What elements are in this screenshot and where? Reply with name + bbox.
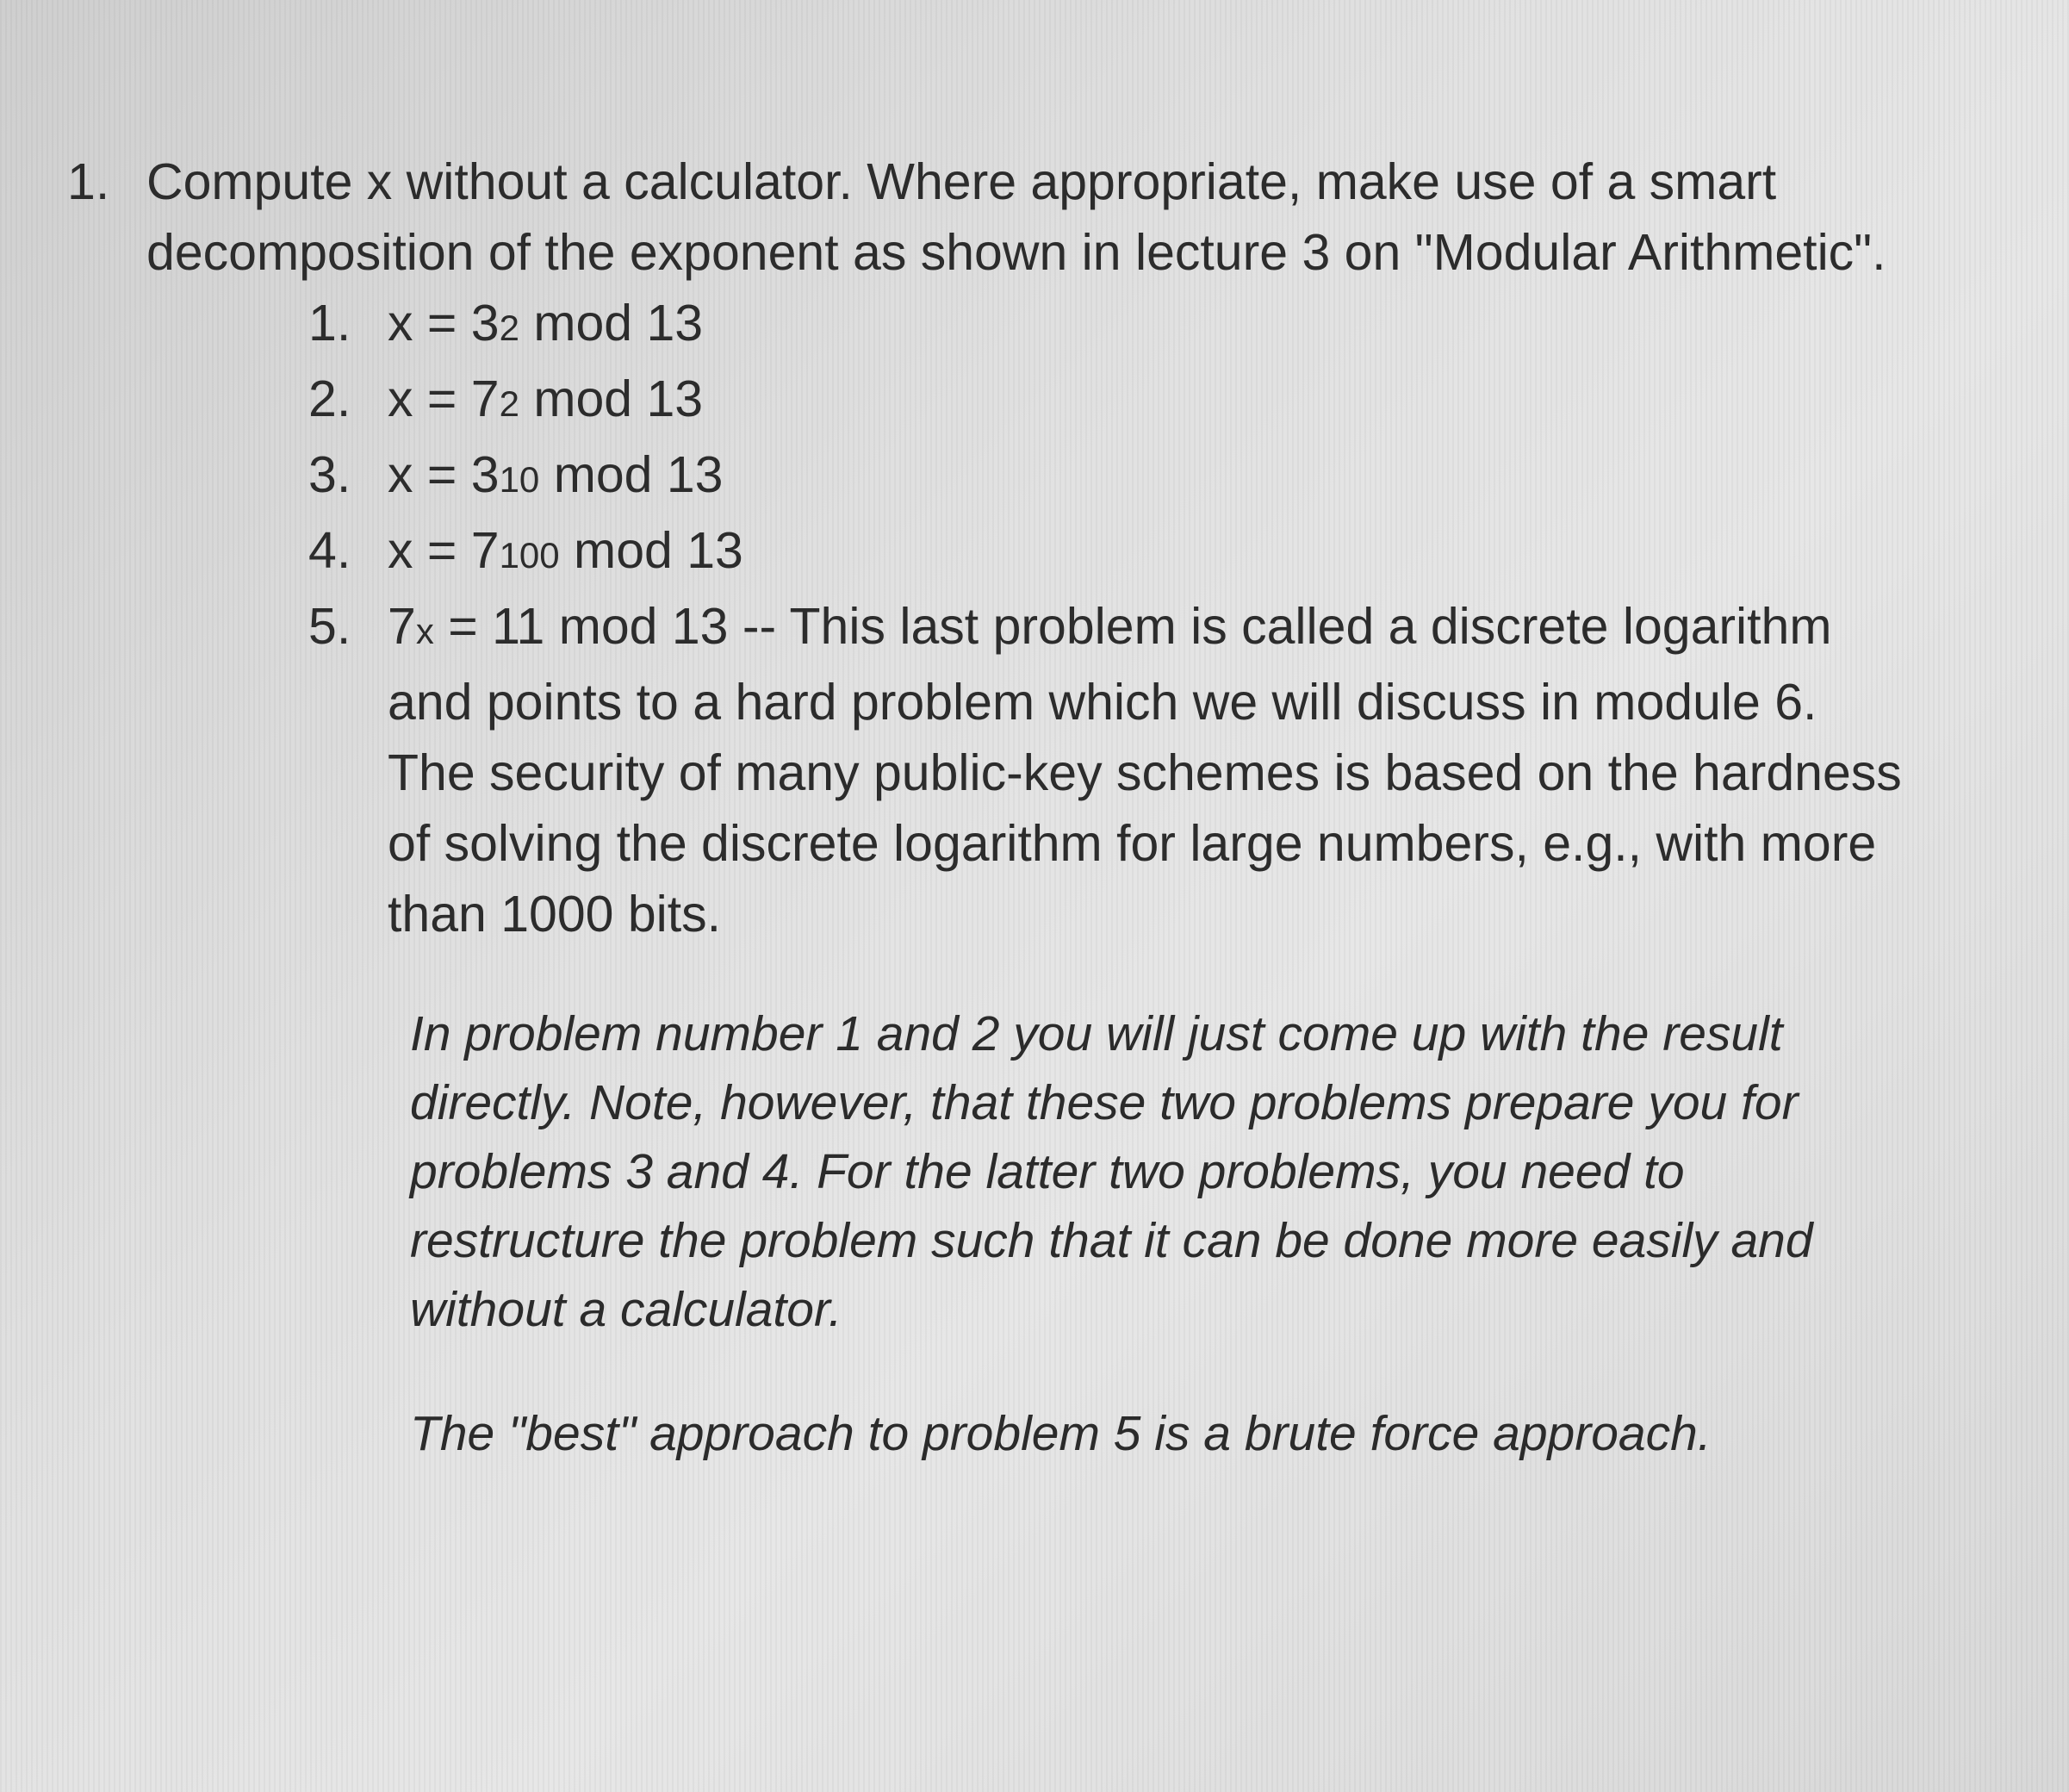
note-1: In problem number 1 and 2 you will just come up with the result directly. Note, however, that these two problems prepare you for problems 3 and 4. For the latter two problems, you need to restructure the problem such that it can be done more easily and without a calculator. xyxy=(410,1006,1813,1337)
subproblem-5 xyxy=(308,591,1997,949)
subproblem-number: 4. xyxy=(308,522,351,579)
subproblem-text xyxy=(388,288,1904,364)
subproblem-prefix: x = xyxy=(388,295,471,352)
subproblem-3 xyxy=(308,439,1997,515)
subproblem-exponent: 2 xyxy=(499,383,519,424)
note-2: The "best" approach to problem 5 is a brute force approach. xyxy=(410,1406,1712,1461)
subproblem-1 xyxy=(308,288,1997,364)
subproblem-number: 2. xyxy=(308,370,351,427)
subproblem-text xyxy=(388,515,1904,591)
subproblem-exponent: 2 xyxy=(499,308,519,348)
problem-number: 1. xyxy=(67,153,110,210)
subproblem-prefix: x = xyxy=(388,446,471,503)
subproblem-exponent: 10 xyxy=(499,459,540,500)
subproblem-2 xyxy=(308,364,1997,439)
subproblem-suffix: mod 13 xyxy=(559,522,743,579)
subproblem-number: 1. xyxy=(308,295,351,352)
problem-intro xyxy=(67,146,1962,288)
subproblem-number: 3. xyxy=(308,446,351,503)
subproblem-suffix: = 11 mod 13 -- This last problem is called a discrete logarithm and points to a hard problem which we will discuss in module 6. The security of many public-key schemes is based on the hardness of solving the discrete logarithm for large numbers, e.g., with more than 1000 bits. xyxy=(388,598,1902,943)
subproblem-base: 7 xyxy=(470,522,500,579)
subproblem-prefix: x = xyxy=(388,522,471,579)
subproblem-list xyxy=(308,288,1997,949)
subproblem-base: 3 xyxy=(470,446,500,503)
subproblem-text xyxy=(388,364,1904,439)
subproblem-suffix: mod 13 xyxy=(519,370,704,427)
subproblem-prefix: x = xyxy=(388,370,471,427)
problem-1 xyxy=(67,146,1962,949)
subproblem-base: 7 xyxy=(388,598,416,655)
subproblem-base: 3 xyxy=(470,295,500,352)
subproblem-exponent: 100 xyxy=(499,535,560,576)
notes-block xyxy=(410,999,1892,1468)
subproblem-number: 5. xyxy=(308,598,351,655)
problem-intro-text: Compute x without a calculator. Where appropriate, make use of a smart decomposition of the exponent as shown in lecture 3 on "Modular Arithmetic". xyxy=(146,153,1886,281)
subproblem-exponent: x xyxy=(415,611,434,651)
subproblem-suffix: mod 13 xyxy=(519,295,704,352)
subproblem-text xyxy=(388,591,1904,949)
subproblem-base: 7 xyxy=(470,370,500,427)
subproblem-text xyxy=(388,439,1904,515)
subproblem-4 xyxy=(308,515,1997,591)
subproblem-suffix: mod 13 xyxy=(539,446,724,503)
